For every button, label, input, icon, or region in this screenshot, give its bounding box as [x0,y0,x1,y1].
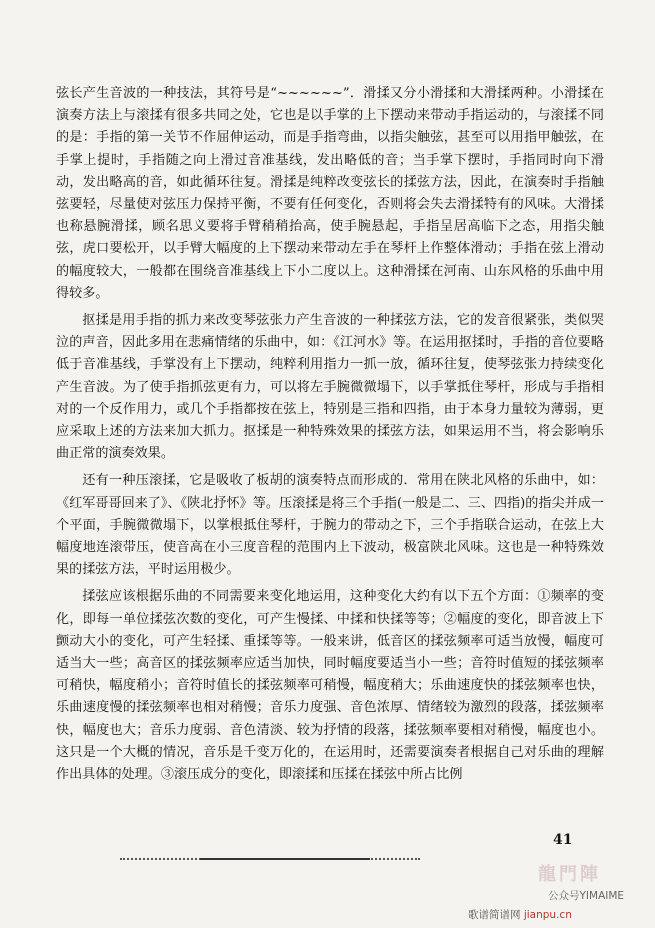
paragraph-slide-vibrato: 弦长产生音波的一种技法，其符号是“~~~~~~”．滑揉又分小滑揉和大滑揉两种。小滑揉在演奏方法上与滚揉有很多共同之处，它也是以手掌的上下摆动来带动手指运动的，与滚揉不同的是：手指的第一关节不作屈伸运动，而是手指弯曲，以指尖触弦，甚至可以用指甲触弦，在手掌上提时，手指随之向上滑过音准基线，发出略低的音；当手掌下摆时，手指同时向下滑动，发出略高的音，如此循环往复。滑揉是纯粹改变弦长的揉弦方法，因此，在演奏时手指触弦要轻，尽量使对弦压力保持平衡，不要有任何变化，否则将会失去滑揉特有的风味。大滑揉也称悬腕滑揉，顾名思义要将手臂稍稍抬高，使手腕悬起，手指呈居高临下之态，用指尖触弦，虎口要松开，以手臂大幅度的上下摆动来带动左手在琴杆上作整体滑动；手指在弦上滑动的幅度较大，一般都在围绕音准基线上下小二度以上。这种滑揉在河南、山东风格的乐曲中用得较多。 [56,86,604,301]
paragraph-press-roll-vibrato: 还有一种压滚揉，它是吸收了板胡的演奏特点而形成的．常用在陕北风格的乐曲中，如：《红军哥哥回来了》、《陕北抒怀》等。压滚揉是将三个手指(一般是二、三、四指)的指尖并成一个平面，手腕微微塌下，以掌根抵住琴杆，于腕力的带动之下，三个手指联合运动，在弦上大幅度地连滚带压，使音高在小三度音程的范围内上下波动，极富陕北风味。这也是一种特殊效果的揉弦方法，平时运用极少。 [56,473,604,578]
watermark-site [468,907,572,922]
paragraph-grip-vibrato: 抠揉是用手指的抓力来改变琴弦张力产生音波的一种揉弦方法，它的发音很紧张，类似哭泣的声音，因此多用在悲痛情绪的乐曲中，如：《江河水》等。在运用抠揉时，手指的音位要略低于音准基线，手掌没有上下摆动，纯粹利用指力一抓一放，循环往复，使琴弦张力持续变化产生音波。为了使手指抓弦更有力，可以将左手腕微微塌下，以手掌抵住琴杆，形成与手指相对的一个反作用力，或几个手指都按在弦上，特别是三指和四指，由于本身力量较为薄弱，更应采取上述的方法来加大抓力。抠揉是一种特殊效果的揉弦方法，如果运用不当，将会影响乐曲正常的演奏效果。 [56,313,604,462]
body-text [56,83,604,791]
footer-solid-rule [200,858,370,860]
page-number: 41 [553,832,573,848]
watermark-wechat-text: 公众号YIMAIME [548,890,625,902]
watermark-site-url: jianpu.cn [523,909,572,921]
paragraph-vibrato-variation: 揉弦应该根据乐曲的不同需要来变化地运用，这种变化大约有以下五个方面：①频率的变化，即每一单位揉弦次数的变化，可产生慢揉、中揉和快揉等等；②幅度的变化，即音波上下颤动大小的变化，可产生轻揉、重揉等等。一般来讲，低音区的揉弦频率可适当放慢，幅度可适当大一些；高音区的揉弦频率应适当加快，同时幅度要适当小一些；音符时值短的揉弦频率可稍快，幅度稍小；音符时值长的揉弦频率可稍慢，幅度稍大；乐曲速度快的揉弦频率也快，乐曲速度慢的揉弦频率也相对稍慢；音乐力度强、音色浓厚、情绪较为激烈的段落，揉弦频率快，幅度也大；音乐力度弱、音色清淡、较为抒情的段落，揉弦频率要相对稍慢，幅度也小。这只是一个大概的情况，音乐是千变万化的，在运用时，还需要演奏者根据自己对乐曲的理解作出具体的处理。③滚压成分的变化，即滚揉和压揉在揉弦中所占比例 [56,589,604,783]
watermark-site-prefix: 歌谱简谱网 [468,909,521,921]
watermark-logo: 龍門陣 [538,864,601,885]
